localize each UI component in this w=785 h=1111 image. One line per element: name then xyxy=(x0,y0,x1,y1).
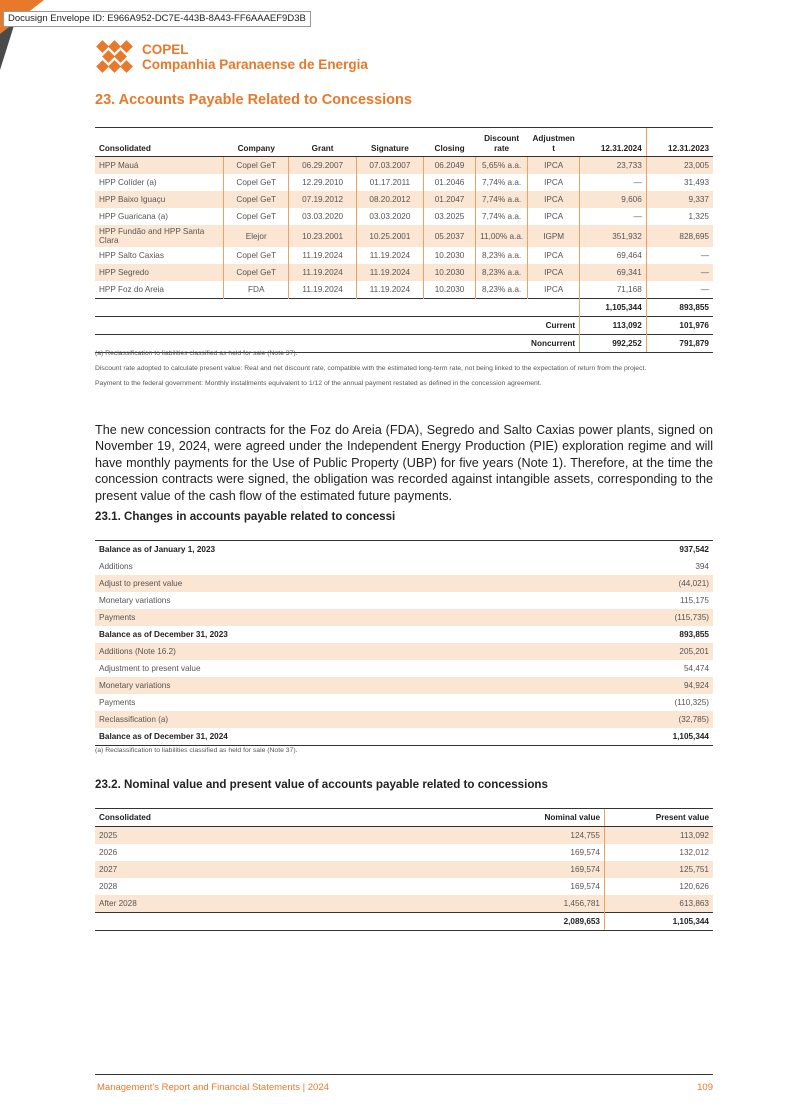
cell: Adjustment to present value xyxy=(99,664,201,673)
col-header: 12.31.2023 xyxy=(646,128,713,157)
copel-logo-icon xyxy=(96,40,134,74)
table-row xyxy=(95,208,713,225)
cell: Copel GeT xyxy=(224,208,289,225)
cell: IPCA xyxy=(528,247,580,264)
cell: Copel GeT xyxy=(224,191,289,208)
total-row xyxy=(95,299,713,317)
cell: 1,325 xyxy=(646,208,713,225)
cell: 132,012 xyxy=(605,844,714,861)
cell: — xyxy=(646,247,713,264)
table-row xyxy=(95,281,713,299)
cell: 8,23% a.a. xyxy=(476,247,528,264)
note: Payment to the federal government: Monthly installments equivalent to 1/12 of the annual payment restated as defined in the concession agreement. xyxy=(95,380,542,387)
nominal-present-table xyxy=(95,808,713,931)
cell: 120,626 xyxy=(605,878,714,895)
noncurrent-label: Noncurrent xyxy=(95,335,580,353)
cell: 2026 xyxy=(99,848,118,857)
col-header: Adjustment xyxy=(528,128,580,157)
col-header: Grant xyxy=(289,128,356,157)
table-row xyxy=(95,575,713,592)
cell: HPP Mauá xyxy=(95,157,224,175)
table-row xyxy=(95,191,713,208)
col-header: Discount rate xyxy=(476,128,528,157)
cell: HPP Fundão and HPP Santa Clara xyxy=(95,225,224,247)
cell: Reclassification (a) xyxy=(95,711,561,728)
cell: 01.17.2011 xyxy=(356,174,423,191)
cell: 69,464 xyxy=(580,247,647,264)
cell: 11.19.2024 xyxy=(356,281,423,299)
table-row xyxy=(95,861,713,878)
cell: — xyxy=(580,208,647,225)
table-row xyxy=(95,728,713,746)
cell: 205,201 xyxy=(561,643,713,660)
footer-divider xyxy=(95,1074,713,1075)
cell: 06.2049 xyxy=(424,157,476,175)
cell: — xyxy=(646,264,713,281)
cell: Balance as of December 31, 2024 xyxy=(95,728,561,746)
cell: Adjust to present value xyxy=(95,575,561,592)
cell: 10.2030 xyxy=(424,281,476,299)
cell: 828,695 xyxy=(646,225,713,247)
changes-note: (a) Reclassification to liabilities classified as held for sale (Note 37). xyxy=(95,747,298,754)
cell: IPCA xyxy=(528,174,580,191)
cell: 03.03.2020 xyxy=(356,208,423,225)
cell: 613,863 xyxy=(605,895,714,913)
cell: Balance as of January 1, 2023 xyxy=(95,541,561,559)
cell: 9,337 xyxy=(646,191,713,208)
cell: Elejor xyxy=(224,225,289,247)
cell: Monetary variations xyxy=(99,596,171,605)
table-row xyxy=(95,264,713,281)
cell: 06.29.2007 xyxy=(289,157,356,175)
cell: (110,325) xyxy=(674,698,709,707)
col-header: Present value xyxy=(605,809,714,827)
cell: IPCA xyxy=(528,208,580,225)
cell: IPCA xyxy=(528,157,580,175)
copel-logo xyxy=(96,40,368,74)
table-row xyxy=(95,878,713,895)
cell: 2025 xyxy=(95,827,341,845)
cell: Balance as of December 31, 2023 xyxy=(99,630,228,639)
table-row xyxy=(95,609,713,626)
table-row xyxy=(95,541,713,559)
cell: 11.19.2024 xyxy=(356,264,423,281)
cell: 08.20.2012 xyxy=(356,191,423,208)
cell: 11.19.2024 xyxy=(289,247,356,264)
cell: 23,733 xyxy=(580,157,647,175)
table-row xyxy=(95,677,713,694)
table-row xyxy=(95,827,713,845)
note: (a) Reclassification to liabilities classified as held for sale (Note 37). xyxy=(95,350,298,357)
col-header: Consolidated xyxy=(95,809,341,827)
cell: 69,341 xyxy=(580,264,647,281)
total-2024: 1,105,344 xyxy=(580,299,647,317)
cell: IGPM xyxy=(528,225,580,247)
table-row xyxy=(95,174,713,191)
brand-full-name: Companhia Paranaense de Energia xyxy=(142,57,368,72)
cell: 10.2030 xyxy=(424,264,476,281)
note: Discount rate adopted to calculate present value: Real and net discount rate, compatible with the estimated long-term rate, not being linked to the expectation of return from the project. xyxy=(95,365,647,372)
concessions-table xyxy=(95,127,713,353)
cell: 2027 xyxy=(95,861,341,878)
cell: Additions xyxy=(99,562,133,571)
total-present: 1,105,344 xyxy=(605,913,714,931)
table-row xyxy=(95,225,713,247)
cell: FDA xyxy=(224,281,289,299)
page-number: 109 xyxy=(697,1082,713,1093)
cell: 31,493 xyxy=(646,174,713,191)
cell: 124,755 xyxy=(341,827,604,845)
cell: Additions (Note 16.2) xyxy=(95,643,561,660)
cell: 8,23% a.a. xyxy=(476,281,528,299)
cell: (44,021) xyxy=(561,575,713,592)
col-header: Company xyxy=(224,128,289,157)
table-row xyxy=(95,592,713,609)
cell: 7,74% a.a. xyxy=(476,208,528,225)
cell: Monetary variations xyxy=(95,677,561,694)
cell: 2028 xyxy=(99,882,118,891)
cell: 9,606 xyxy=(580,191,647,208)
cell: (115,735) xyxy=(561,609,713,626)
cell: 169,574 xyxy=(341,861,604,878)
table-row xyxy=(95,157,713,175)
subsection-title-nominal: 23.2. Nominal value and present value of accounts payable related to concessions xyxy=(95,778,548,791)
table-row xyxy=(95,660,713,677)
cell: HPP Colíder (a) xyxy=(99,178,157,187)
noncurrent-2024: 992,252 xyxy=(580,335,647,353)
cell: 169,574 xyxy=(570,882,600,891)
current-row xyxy=(95,317,713,335)
cell: 394 xyxy=(695,562,709,571)
cell: 03.03.2020 xyxy=(289,208,356,225)
cell: Copel GeT xyxy=(224,157,289,175)
cell: Payments xyxy=(95,609,561,626)
table-row xyxy=(95,694,713,711)
cell: After 2028 xyxy=(95,895,341,913)
table-row xyxy=(95,643,713,660)
cell: — xyxy=(646,281,713,299)
table-row xyxy=(95,844,713,861)
table-row xyxy=(95,711,713,728)
cell: 351,932 xyxy=(580,225,647,247)
cell: 5,65% a.a. xyxy=(476,157,528,175)
changes-table xyxy=(95,540,713,746)
col-header: Consolidated xyxy=(95,128,224,157)
subsection-title-changes: 23.1. Changes in accounts payable related to concessi xyxy=(95,510,396,523)
cell: Copel GeT xyxy=(224,264,289,281)
cell: Payments xyxy=(99,698,136,707)
cell: 12.29.2010 xyxy=(289,174,356,191)
body-paragraph: The new concession contracts for the Foz do Areia (FDA), Segredo and Salto Caxias power plants, signed on November 19, 2024, were agreed under the Independent Energy Production (PIE) exploration regime and will have monthly payments for the Use of Public Property (UBP) for five years (Note 1). Therefore, at the time the concession contracts were signed, the obligation was recorded against intangible assets, corresponding to the present value of the cash flow of the estimated future payments. xyxy=(95,423,713,503)
table-row xyxy=(95,558,713,575)
footer-report-title: Management's Report and Financial Statements | 2024 xyxy=(97,1082,329,1093)
cell: 169,574 xyxy=(570,848,600,857)
cell: 10.23.2001 xyxy=(289,225,356,247)
cell: 54,474 xyxy=(683,664,709,673)
cell: 115,175 xyxy=(680,596,709,605)
cell: 71,168 xyxy=(580,281,647,299)
table-row xyxy=(95,895,713,913)
cell: 7,74% a.a. xyxy=(476,174,528,191)
cell: 893,855 xyxy=(679,630,709,639)
current-2023: 101,976 xyxy=(646,317,713,335)
table-row xyxy=(95,247,713,264)
cell: 01.2047 xyxy=(424,191,476,208)
cell: 01.2046 xyxy=(424,174,476,191)
col-header: 12.31.2024 xyxy=(580,128,647,157)
cell: 1,456,781 xyxy=(341,895,604,913)
section-title: 23. Accounts Payable Related to Concessions xyxy=(95,92,412,108)
cell: 23,005 xyxy=(646,157,713,175)
col-header: Closing xyxy=(424,128,476,157)
cell: — xyxy=(580,174,647,191)
cell: HPP Segredo xyxy=(95,264,224,281)
cell: IPCA xyxy=(528,264,580,281)
total-row xyxy=(95,913,713,931)
cell: 10.2030 xyxy=(424,247,476,264)
cell: 94,924 xyxy=(561,677,713,694)
cell: 113,092 xyxy=(605,827,714,845)
cell: 03.2025 xyxy=(424,208,476,225)
cell: HPP Guaricana (a) xyxy=(99,212,169,221)
col-header: Signature xyxy=(356,128,423,157)
cell: 07.19.2012 xyxy=(289,191,356,208)
table-notes xyxy=(95,349,715,394)
cell: Copel GeT xyxy=(224,174,289,191)
cell: HPP Salto Caxias xyxy=(99,251,164,260)
cell: 07.03.2007 xyxy=(356,157,423,175)
cell: 11,00% a.a. xyxy=(476,225,528,247)
cell: 8,23% a.a. xyxy=(476,264,528,281)
cell: (32,785) xyxy=(561,711,713,728)
cell: HPP Foz do Areia xyxy=(99,285,164,294)
cell: 7,74% a.a. xyxy=(476,191,528,208)
cell: 937,542 xyxy=(561,541,713,559)
cell: HPP Baixo Iguaçu xyxy=(95,191,224,208)
noncurrent-2023: 791,879 xyxy=(646,335,713,353)
table-row xyxy=(95,626,713,643)
cell: 11.19.2024 xyxy=(289,281,356,299)
brand-name: COPEL xyxy=(142,42,189,57)
col-header: Nominal value xyxy=(341,809,604,827)
cell: IPCA xyxy=(528,281,580,299)
cell: 05.2037 xyxy=(424,225,476,247)
cell: 125,751 xyxy=(605,861,714,878)
cell: 10.25.2001 xyxy=(356,225,423,247)
total-2023: 893,855 xyxy=(646,299,713,317)
current-2024: 113,092 xyxy=(580,317,647,335)
cell: 1,105,344 xyxy=(561,728,713,746)
cell: 11.19.2024 xyxy=(289,264,356,281)
current-label: Current xyxy=(95,317,580,335)
envelope-id: Docusign Envelope ID: E966A952-DC7E-443B-8A43-FF6AAAEF9D3B xyxy=(3,11,311,27)
total-nominal: 2,089,653 xyxy=(341,913,604,931)
cell: 11.19.2024 xyxy=(356,247,423,264)
cell: Copel GeT xyxy=(224,247,289,264)
cell: IPCA xyxy=(528,191,580,208)
